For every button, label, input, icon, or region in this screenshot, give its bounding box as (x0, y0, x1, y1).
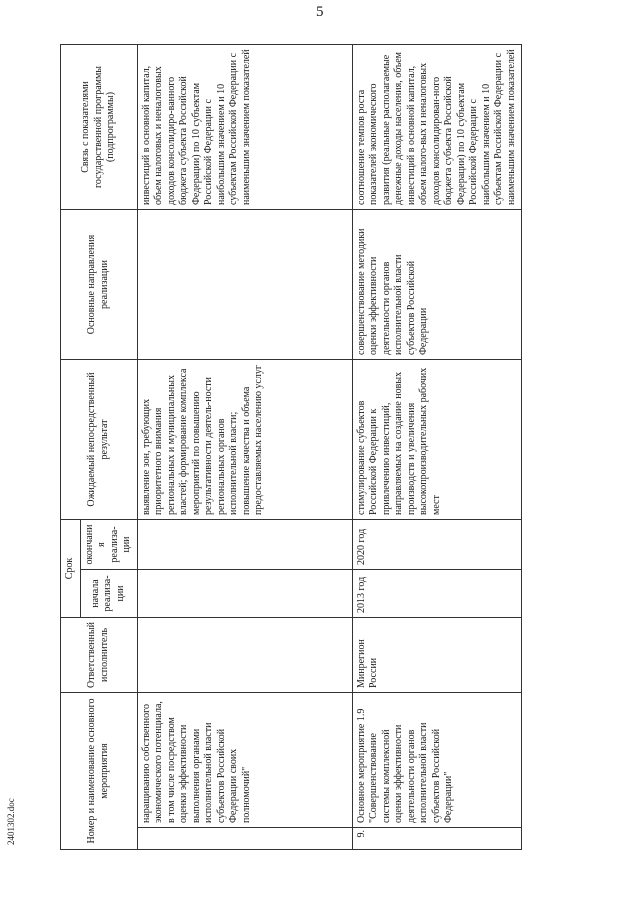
executor (137, 618, 352, 693)
document-code: 2401302.doc (6, 798, 16, 845)
indicator-link: инвестиций в основной капитал, объем налоговых и неналоговых доходов консолидиро-ванного бюджета субъекта Российской Федерации) по 10 субъектам Российской Федерации с наибольшим значением и 10 субъектам Российской Федерации с наименьшим значением показателей (137, 45, 352, 210)
row-number (137, 828, 352, 850)
rotated-table-container (60, 45, 600, 850)
expected-result: стимулирование субъектов Российской Федерации к привлечению инвестиций, направляемых на создание новых производств и увеличения высокопроизводительных рабочих мест (352, 360, 522, 520)
executor: Минрегион России (352, 618, 522, 693)
header-directions: Основные направления реализации (61, 210, 138, 360)
end-year: 2020 год (352, 520, 522, 570)
expected-result: выявление зон, требующих приоритетного внимания региональных и муниципальных властей; формирование комплекса мероприятий по повышению результативности деятель-ности региональных органов исполнительной власти; повышение качества и объема предоставляемых населению услуг (137, 360, 352, 520)
header-end: окончания реализа-ции (80, 520, 137, 570)
directions: совершенствование методики оценки эффективности деятельности органов исполнительной власти субъектов Российской Федерации (352, 210, 522, 360)
page-number: 5 (316, 4, 324, 20)
start-year (137, 570, 352, 618)
indicator-link: соотношение темпов роста показателей экономического развития (реальные располагаемые денежные доходы населения, объем инвестиций в основной капитал, объем налого-вых и неналоговых доходов консолидирован-ного бюджета субъекта Российской Федерации) по 10 субъектам Российской Федерации с наибольшим значением и 10 субъектам Российской Федерации с наименьшим значением показателей (352, 45, 522, 210)
table-row (352, 45, 522, 850)
table-row (137, 45, 352, 850)
header-executor: Ответственный исполнитель (61, 618, 138, 693)
header-term: Срок (61, 520, 81, 618)
start-year: 2013 год (352, 570, 522, 618)
measure-name: Основное мероприятие 1.9 "Совершенствование системы комплексной оценки эффективности деятельности органов исполнительной власти субъектов Российской Федерации" (352, 693, 522, 828)
header-start: начала реализа-ции (80, 570, 137, 618)
measures-table (60, 44, 522, 850)
header-name: Номер и наименование основного мероприятия (61, 693, 138, 850)
directions (137, 210, 352, 360)
measure-name: наращиванию собственного экономического потенциала, в том числе посредством оценки эффективности выполнения органами исполнительной власти субъектов Российской Федерации своих полномочий" (137, 693, 352, 828)
header-link: Связь с показателями государственной программы (подпрограммы) (61, 45, 138, 210)
header-result: Ожидаемый непосредственный результат (61, 360, 138, 520)
end-year (137, 520, 352, 570)
row-number: 9. (352, 828, 522, 850)
